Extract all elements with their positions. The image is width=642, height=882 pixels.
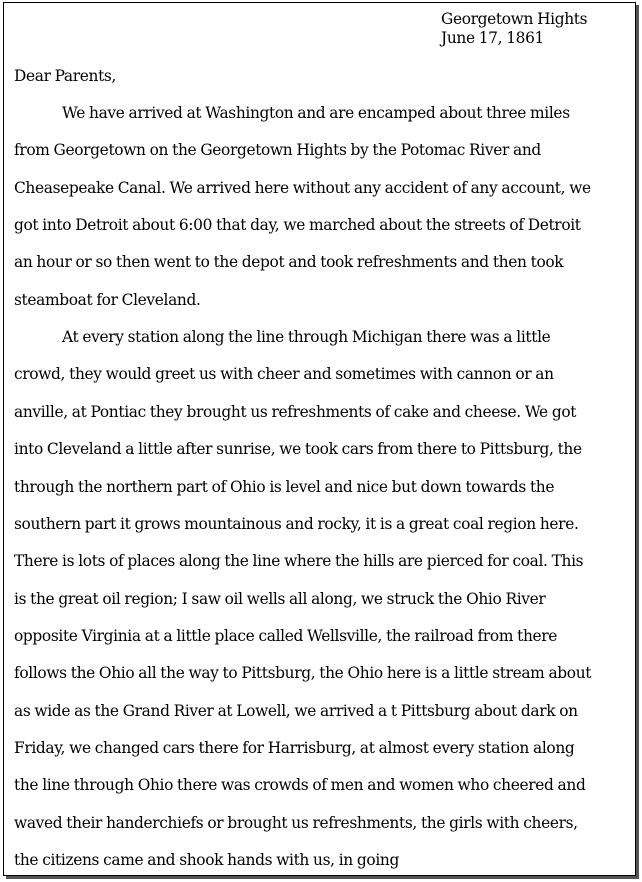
text-line: the line through Ohio there was crowds of men and women who cheered and xyxy=(14,776,586,794)
letter-date: June 17, 1861 xyxy=(441,29,544,47)
letter-heading xyxy=(441,10,587,48)
text-line: Friday, we changed cars there for Harrisburg, at almost every station along xyxy=(14,739,575,757)
letter-place: Georgetown Hights xyxy=(441,10,588,28)
text-line: At every station along the line through Michigan there was a little xyxy=(62,328,551,346)
text-line: is the great oil region; I saw oil wells all along, we struck the Ohio River xyxy=(14,590,546,608)
text-line: anville, at Pontiac they brought us refreshments of cake and cheese. We got xyxy=(14,403,577,421)
text-line: waved their handerchiefs or brought us refreshments, the girls with cheers, xyxy=(14,814,578,832)
text-line: got into Detroit about 6:00 that day, we marched about the streets of Detroit xyxy=(14,216,581,234)
salutation: Dear Parents, xyxy=(14,67,117,85)
text-line: from Georgetown on the Georgetown Hights by the Potomac River and xyxy=(14,141,541,159)
text-line: the citizens came and shook hands with us, in going xyxy=(14,851,399,869)
text-line: steamboat for Cleveland. xyxy=(14,291,201,309)
text-line: We have arrived at Washington and are encamped about three miles xyxy=(62,104,570,122)
text-line: an hour or so then went to the depot and took refreshments and then took xyxy=(14,253,564,271)
text-line: opposite Virginia at a little place called Wellsville, the railroad from there xyxy=(14,627,558,645)
text-line: as wide as the Grand River at Lowell, we arrived a t Pittsburg about dark on xyxy=(14,702,578,720)
text-line: into Cleveland a little after sunrise, we took cars from there to Pittsburg, the xyxy=(14,440,582,458)
text-line: southern part it grows mountainous and rocky, it is a great coal region here. xyxy=(14,515,579,533)
text-line: There is lots of places along the line where the hills are pierced for coal. This xyxy=(14,552,584,570)
text-line: follows the Ohio all the way to Pittsburg, the Ohio here is a little stream about xyxy=(14,664,592,682)
letter-page xyxy=(3,2,636,876)
text-line: Cheasepeake Canal. We arrived here without any accident of any account, we xyxy=(14,179,591,197)
text-line: through the northern part of Ohio is level and nice but down towards the xyxy=(14,478,555,496)
text-line: crowd, they would greet us with cheer and sometimes with cannon or an xyxy=(14,365,554,383)
